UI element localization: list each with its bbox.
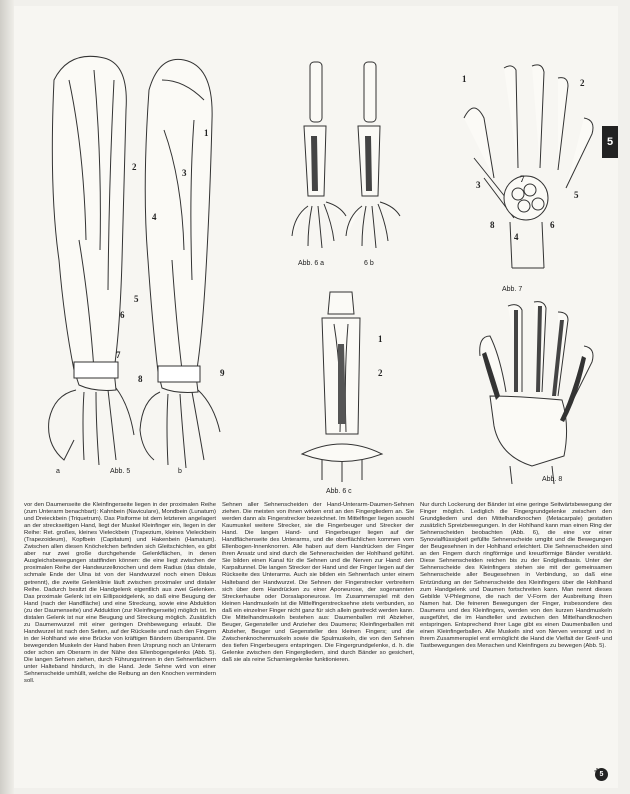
figure-6c-tendon-sheath <box>282 284 402 484</box>
figure-5-caption: Abb. 5 <box>110 468 131 475</box>
text-column-2-paragraph: Sehnen aller Sehnenscheiden der Hand-Unterarm-Daumen-Sehnen ziehen. Die meisten von ihnen wirken erst an den Fingergliedern an. Sie werden dann als Fingerstrecker bezeichnet. Im Mittelfinger liegen sowohl Kaumuskel weitere Strecker, sie die Fingerbeuger und Strecker der Hand. Die langen Hand- und Fingerbeuger liegen auf der Handflächenseite des Unterarms, und die oberflächlichen kommen vom Ellenbogen-Innenknorren. Alle haben auf dem Handrücken der Finger ihren Ansatz und sind durch die Sehnenscheiden der Hohlhand geführt. Sie bilden einen Kanal für die Sehnen und die Nerven zur Hand: den Karpaltunnel. Die langen Strecker der Hand und der Finger liegen auf der Rückseite des Unterarms. Auch sie bilden ein Sehnenfach unter einem Halteband der Handwurzel. Die Sehnen der Fingerstrecker verbreitern sich über dem Handrücken zu einer Aponeurose, der sogenannten Streckerhaube oder Dorsalaponeurose. Im Zusammenspiel mit den kleinen Handmuskeln ist die Mittelfingerstrecksehne stets verbunden, so daß ein einzelner Finger nicht ganz für sich allein gestreckt werden kann. Die Mittelhandmuskeln bestehen aus: Daumenballen mit Abzieher, Beuger, Gegensteller und Anzieher des Daumens; Kleinfingerballen mit Abzieher, Beuger und Gegensteller des kleinen Fingers; und die Zwischenknochenmuskeln sowie die Spulmuskeln, die von den Sehnen des tiefen Fingerbeugers entspringen. Die Fingergrundgelenke, d. h. die Gelenke zwischen den Fingergliedern, sind durch Bänder so gesichert, daß sie als reine Scharniergelenke funktionieren. <box>222 502 414 664</box>
figure-8-drawing <box>460 296 610 486</box>
text-column-3-paragraph: Nur durch Lockerung der Bänder ist eine geringe Seitwärtsbewegung der Finger möglich. Lediglich die Fingergrundgelenke zwischen den Grundgliedern und den Mittelhandknochen (Metacarpale) gestatten zusätzlich Spreizbewegungen. In der Hohlhand kann man einen Ring der Sehnenscheiden beobachten (Abb. 6), die eine vor einer Synovialflüssigkeit gefüllte Sehnenscheide umgibt und die Bewegungen der Beugesehnen in der Hohlhand erleichtert. Die Sehnenscheiden sind an den Fingern durch ringförmige und kreuzförmige Bänder verstärkt. Diese Sehnenscheiden reichen bis zu der Endgliedbasis. Unter der Sehnenscheide des Kleinfingers stehen sie mit der gemeinsamen Sehnenscheide aller Beugesehnen in Verbindung, so daß eine Entzündung an der Sehnenscheide des Kleinfingers über die Hohlhand zum Handgelenk und Daumen fortschreiten kann. Man nennt dieses Gebilde V-Phlegmone, die nach der V-Form der Ausbreitung ihren Namen hat. Die feineren Bewegungen der Finger, insbesondere des Daumens und des Kleinfingers, werden von den kurzen Handmuskeln ausgeführt, die im Handteller und zwischen den Mittelhandknochen entspringen. Entsprechend ihrer Lage gibt es einen Daumenballen und einen Kleinfingerballen. Alle Muskeln sind von Nerven versorgt und in ihrem Zusammenspiel erst ermöglicht die Hand die Vielfalt der Greif- und Tastbewegungen des Menschen und Kleinfingers zu bewegen (Abb. 5). <box>420 502 612 649</box>
text-column-1-paragraph: vor den Daumenseite die Kleinfingerseite liegen in der proximalen Reihe (zum Unterarm benachbart): Kahnbein (Naviculare), Mondbein (Lunatum) und Dreieckbein (Triquetrum). Das Pisiforme ist dem letzteren angelagert an der streckseitigen Hand, liegt der Muskel Kleinfinger ein, liegen in der Reihe: Ret. großes, kleines Vieleckbein (Trapezium, kleines Vieleckbein (Trapezoideum), Kopfbein (Capitatum) und Hakenbein (Hamatum). Zwischen allen diesen Knöchelchen befinden sich Gleitschichten, es gibt aber nur zwei große durchgehende Gelenkflächen, in denen Ausgleichsbewegungen stattfinden können: die eine liegt zwischen der proximalen Reihe der Handwurzelknochen und dem Radius (das distale, schmale Ende der Ulna ist von der Handwurzel noch einen Diskus getrennt), die zweite Gelenklinie läuft zwischen proximaler und distaler Reihe. Dadurch besitzt die Handgelenk eigentlich aus zwei Gelenken. Das proximale Gelenk ist ein Eillipsoidgelenk, so daß eine Beugung der Hand (nach der Handfläche) und eine Streckung, sowie eine Abduktion (zu der Daumenseite) und Adduktion (zur Kleinfingerseite) möglich ist. Im distalen Gelenk ist nur eine Beugung und Streckung möglich. Zusätzlich zu Daumenwurzel mit einer geringen Drehbewegung erlaubt. Die Handwurzel ist nach den Seiten, auf der Rückseite und nach den Fingern in der Hohlhand wie eine Brücke von kräftigen Bändern überspannt. Die bewegenden Muskeln der Hand haben ihren Ursprung noch an Unterarm oder schon am Oberarm in der Nähe des Ellenbogengelenks (Abb. 5). Die langen Sehnen ziehen, durch Führungsrinnen in den Sehnenfächern unter Halteband hindurch, in die Hand. Jede Sehne wird von einer Sehnenscheide umhüllt, welche die Reibung an den Knochen vermindern soll. <box>24 502 216 685</box>
page-number-badge <box>595 768 608 781</box>
figure-8-caption: Abb. 8 <box>542 476 563 483</box>
figure-6c-drawing <box>282 284 402 484</box>
figure-5-drawing <box>34 40 234 480</box>
edge-tab-marker <box>602 126 618 158</box>
figure-8-hand-tendon-sheaths <box>460 296 610 486</box>
fig6c-number-1: 1 <box>378 334 383 344</box>
fig5-number-6: 6 <box>120 310 125 320</box>
fig5-number-2: 2 <box>132 162 137 172</box>
figure-6a-caption: Abb. 6 a <box>298 260 325 267</box>
figure-6ab-arm-bones <box>284 56 404 256</box>
fig7-number-3: 3 <box>476 180 481 190</box>
figure-6ab-drawing <box>284 56 404 256</box>
fig5-number-7: 7 <box>116 350 121 360</box>
fig5-number-3: 3 <box>182 168 187 178</box>
figure-5-forearm-muscles <box>34 40 234 480</box>
fig7-number-2: 2 <box>580 78 585 88</box>
fig6c-number-2: 2 <box>378 368 383 378</box>
edge-tab-label: 5 <box>606 136 614 148</box>
fig7-number-7: 7 <box>520 174 525 184</box>
page-number: 5 <box>599 771 604 778</box>
figure-6b-caption: 6 b <box>364 260 374 267</box>
page-binding-shadow <box>0 0 14 794</box>
fig7-number-4: 4 <box>514 232 519 242</box>
fig5-number-1: 1 <box>204 128 209 138</box>
fig5-number-4: 4 <box>152 212 157 222</box>
book-page <box>14 6 618 788</box>
figure-7-hand-skeleton <box>454 58 604 278</box>
fig5-number-5: 5 <box>134 294 139 304</box>
text-column-1 <box>24 502 216 784</box>
text-column-3 <box>420 502 612 784</box>
figure-5-label-a: a <box>56 468 60 475</box>
fig5-number-8: 8 <box>138 374 143 384</box>
fig7-number-8: 8 <box>490 220 495 230</box>
fig7-number-5: 5 <box>574 190 579 200</box>
figure-7-caption: Abb. 7 <box>502 286 523 293</box>
fig5-number-9: 9 <box>220 368 225 378</box>
fig7-number-6: 6 <box>550 220 555 230</box>
text-column-2 <box>222 502 414 784</box>
figure-7-drawing <box>454 58 604 278</box>
figure-5-label-b: b <box>178 468 182 475</box>
figure-6c-caption: Abb. 6 c <box>326 488 352 495</box>
fig7-number-1: 1 <box>462 74 467 84</box>
